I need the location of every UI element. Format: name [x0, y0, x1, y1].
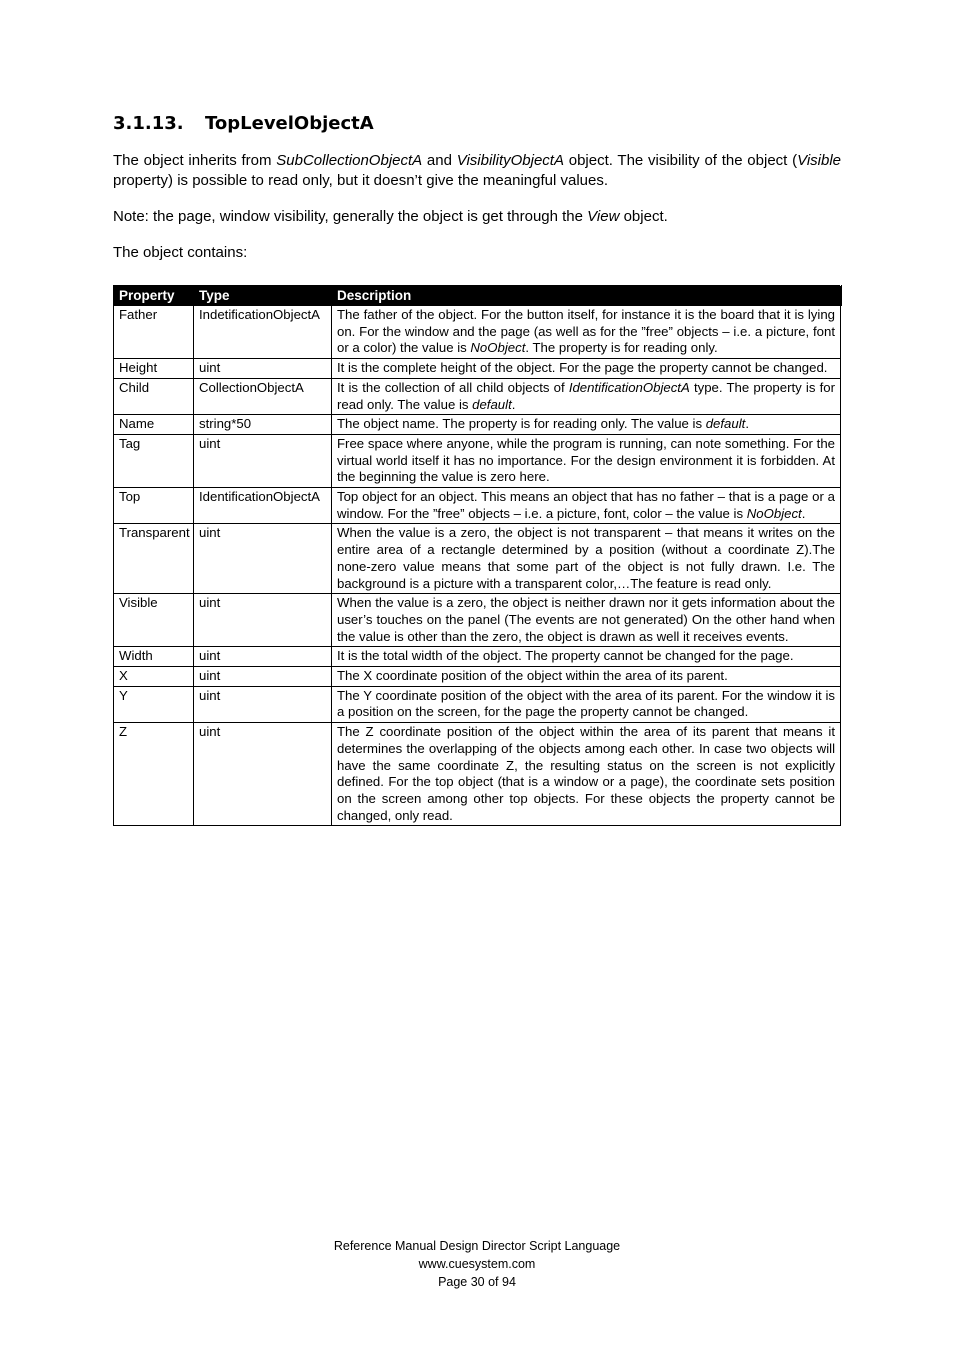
- property-description-cell: [332, 434, 841, 487]
- italic-term: Visible: [797, 152, 842, 169]
- italic-term: VisibilityObjectA: [456, 152, 564, 169]
- property-name-cell: X: [114, 667, 194, 687]
- table-row: [114, 524, 841, 594]
- property-type-cell: uint: [194, 434, 332, 487]
- text-run: type. The property is for read only. The value is: [337, 379, 836, 412]
- header-property: Property: [114, 286, 194, 306]
- text-run: It is the complete height of the object. For the page the property cannot be changed.: [337, 360, 828, 376]
- section-heading: [113, 113, 374, 134]
- text-run: object.: [619, 208, 668, 225]
- text-run: .: [511, 396, 516, 412]
- property-description-cell: [332, 359, 841, 379]
- text-run: property) is possible to read only, but it doesn’t give the meaningful values.: [113, 172, 608, 189]
- table-header-row: [114, 286, 841, 306]
- intro-paragraph: [113, 151, 841, 191]
- footer-page-number: Page 30 of 94: [438, 1275, 516, 1289]
- table-row: [114, 647, 841, 667]
- property-type-cell: uint: [194, 524, 332, 594]
- table-row: [114, 667, 841, 687]
- property-type-cell: uint: [194, 647, 332, 667]
- table-row: [114, 378, 841, 414]
- italic-term: default: [705, 416, 746, 432]
- property-name-cell: Height: [114, 359, 194, 379]
- property-name-cell: Y: [114, 686, 194, 722]
- property-type-cell: uint: [194, 686, 332, 722]
- property-name-cell: Width: [114, 647, 194, 667]
- property-type-cell: CollectionObjectA: [194, 378, 332, 414]
- text-run: The Z coordinate position of the object within the area of its parent that means it determines the overlapping of the objects among each other. In case two objects will have the same coordinate Z, the resulting status on the screen is not explicitly defined. For the top object (that is a window or a page), the coordinate sets position on the screen among other top objects. For these objects the property cannot be changed, only read.: [337, 724, 835, 823]
- text-run: and: [422, 152, 457, 169]
- header-type: Type: [194, 286, 332, 306]
- property-name-cell: Child: [114, 378, 194, 414]
- property-description-cell: [332, 647, 841, 667]
- section-number: 3.1.13.: [113, 113, 184, 134]
- property-name-cell: Z: [114, 723, 194, 826]
- text-run: It is the total width of the object. The property cannot be changed for the page.: [337, 648, 794, 664]
- italic-term: SubCollectionObjectA: [276, 152, 423, 169]
- property-type-cell: IdentificationObjectA: [194, 488, 332, 524]
- table-row: [114, 686, 841, 722]
- table-row: [114, 488, 841, 524]
- property-type-cell: uint: [194, 594, 332, 647]
- text-run: Note: the page, window visibility, generally the object is get through the: [113, 208, 588, 225]
- text-run: When the value is a zero, the object is not transparent – that means it writes on the entire area of a rectangle determined by a position (without a coordinate Z).The none-zero value means that some part of the object is not fully drawn. I.e. The background is a picture with a transparent color,…The feature is read only.: [337, 525, 835, 591]
- text-run: The father of the object. For the button itself, for instance it is the board that it is lying on. For the window and the page (as well as for the ”free” objects – i.e. a picture, font or a color) the value is: [337, 307, 835, 356]
- property-name-cell: Visible: [114, 594, 194, 647]
- text-run: The object inherits from: [113, 152, 277, 169]
- section-title: TopLevelObjectA: [205, 113, 374, 134]
- italic-term: default: [472, 396, 512, 412]
- header-description: Description: [332, 286, 841, 306]
- italic-term: View: [587, 208, 620, 225]
- italic-term: NoObject: [746, 505, 802, 521]
- property-type-cell: uint: [194, 667, 332, 687]
- property-name-cell: Tag: [114, 434, 194, 487]
- text-run: .: [745, 416, 749, 432]
- table-row: [114, 434, 841, 487]
- property-type-cell: string*50: [194, 415, 332, 435]
- text-run: object. The visibility of the object (: [563, 152, 798, 169]
- contains-paragraph: The object contains:: [113, 244, 248, 261]
- footer-title: Reference Manual Design Director Script Language: [333, 1239, 621, 1253]
- property-description-cell: [332, 306, 841, 359]
- table-row: [114, 415, 841, 435]
- property-description-cell: [332, 594, 841, 647]
- footer-website: www.cuesystem.com: [418, 1257, 536, 1271]
- text-run: The object name. The property is for reading only. The value is: [337, 416, 706, 432]
- text-run: When the value is a zero, the object is neither drawn nor it gets information about the user’s touches on the panel (The events are not generated) On the other hand when the value is other than the zero, the object is drawn as well it receives events.: [337, 595, 835, 644]
- text-run: . The property is for reading only.: [525, 340, 718, 356]
- text-run: Top object for an object. This means an object that has no father – that is a page or a window. For the ”free” objects – i.e. a picture, font, color – the value is: [337, 489, 835, 521]
- property-description-cell: [332, 723, 841, 826]
- property-type-cell: IndetificationObjectA: [194, 306, 332, 359]
- property-description-cell: [332, 378, 841, 414]
- property-name-cell: Father: [114, 306, 194, 359]
- text-run: It is the collection of all child objects of: [337, 379, 569, 395]
- text-run: The Y coordinate position of the object with the area of its parent. For the window it is a position on the screen, for the page the property cannot be changed.: [337, 687, 835, 720]
- property-description-cell: [332, 415, 841, 435]
- text-run: The X coordinate position of the object within the area of its parent.: [337, 668, 728, 684]
- property-name-cell: Transparent: [114, 524, 194, 594]
- property-type-cell: uint: [194, 359, 332, 379]
- property-name-cell: Name: [114, 415, 194, 435]
- table-row: [114, 359, 841, 379]
- italic-term: NoObject: [470, 340, 526, 356]
- table-row: [114, 594, 841, 647]
- property-description-cell: [332, 524, 841, 594]
- text-run: .: [801, 505, 806, 521]
- note-paragraph: [113, 207, 841, 227]
- property-description-cell: [332, 686, 841, 722]
- property-name-cell: Top: [114, 488, 194, 524]
- page-footer: [0, 1237, 954, 1291]
- table-row: [114, 306, 841, 359]
- properties-table: [113, 285, 842, 826]
- text-run: Free space where anyone, while the program is running, can note something. For the virtual world itself it has no importance. For the design environment it is forbidden. At the beginning the value is zero here.: [337, 435, 835, 485]
- property-type-cell: uint: [194, 723, 332, 826]
- table-row: [114, 723, 841, 826]
- property-description-cell: [332, 667, 841, 687]
- table-body: [114, 306, 841, 826]
- property-description-cell: [332, 488, 841, 524]
- italic-term: IdentificationObjectA: [568, 379, 690, 395]
